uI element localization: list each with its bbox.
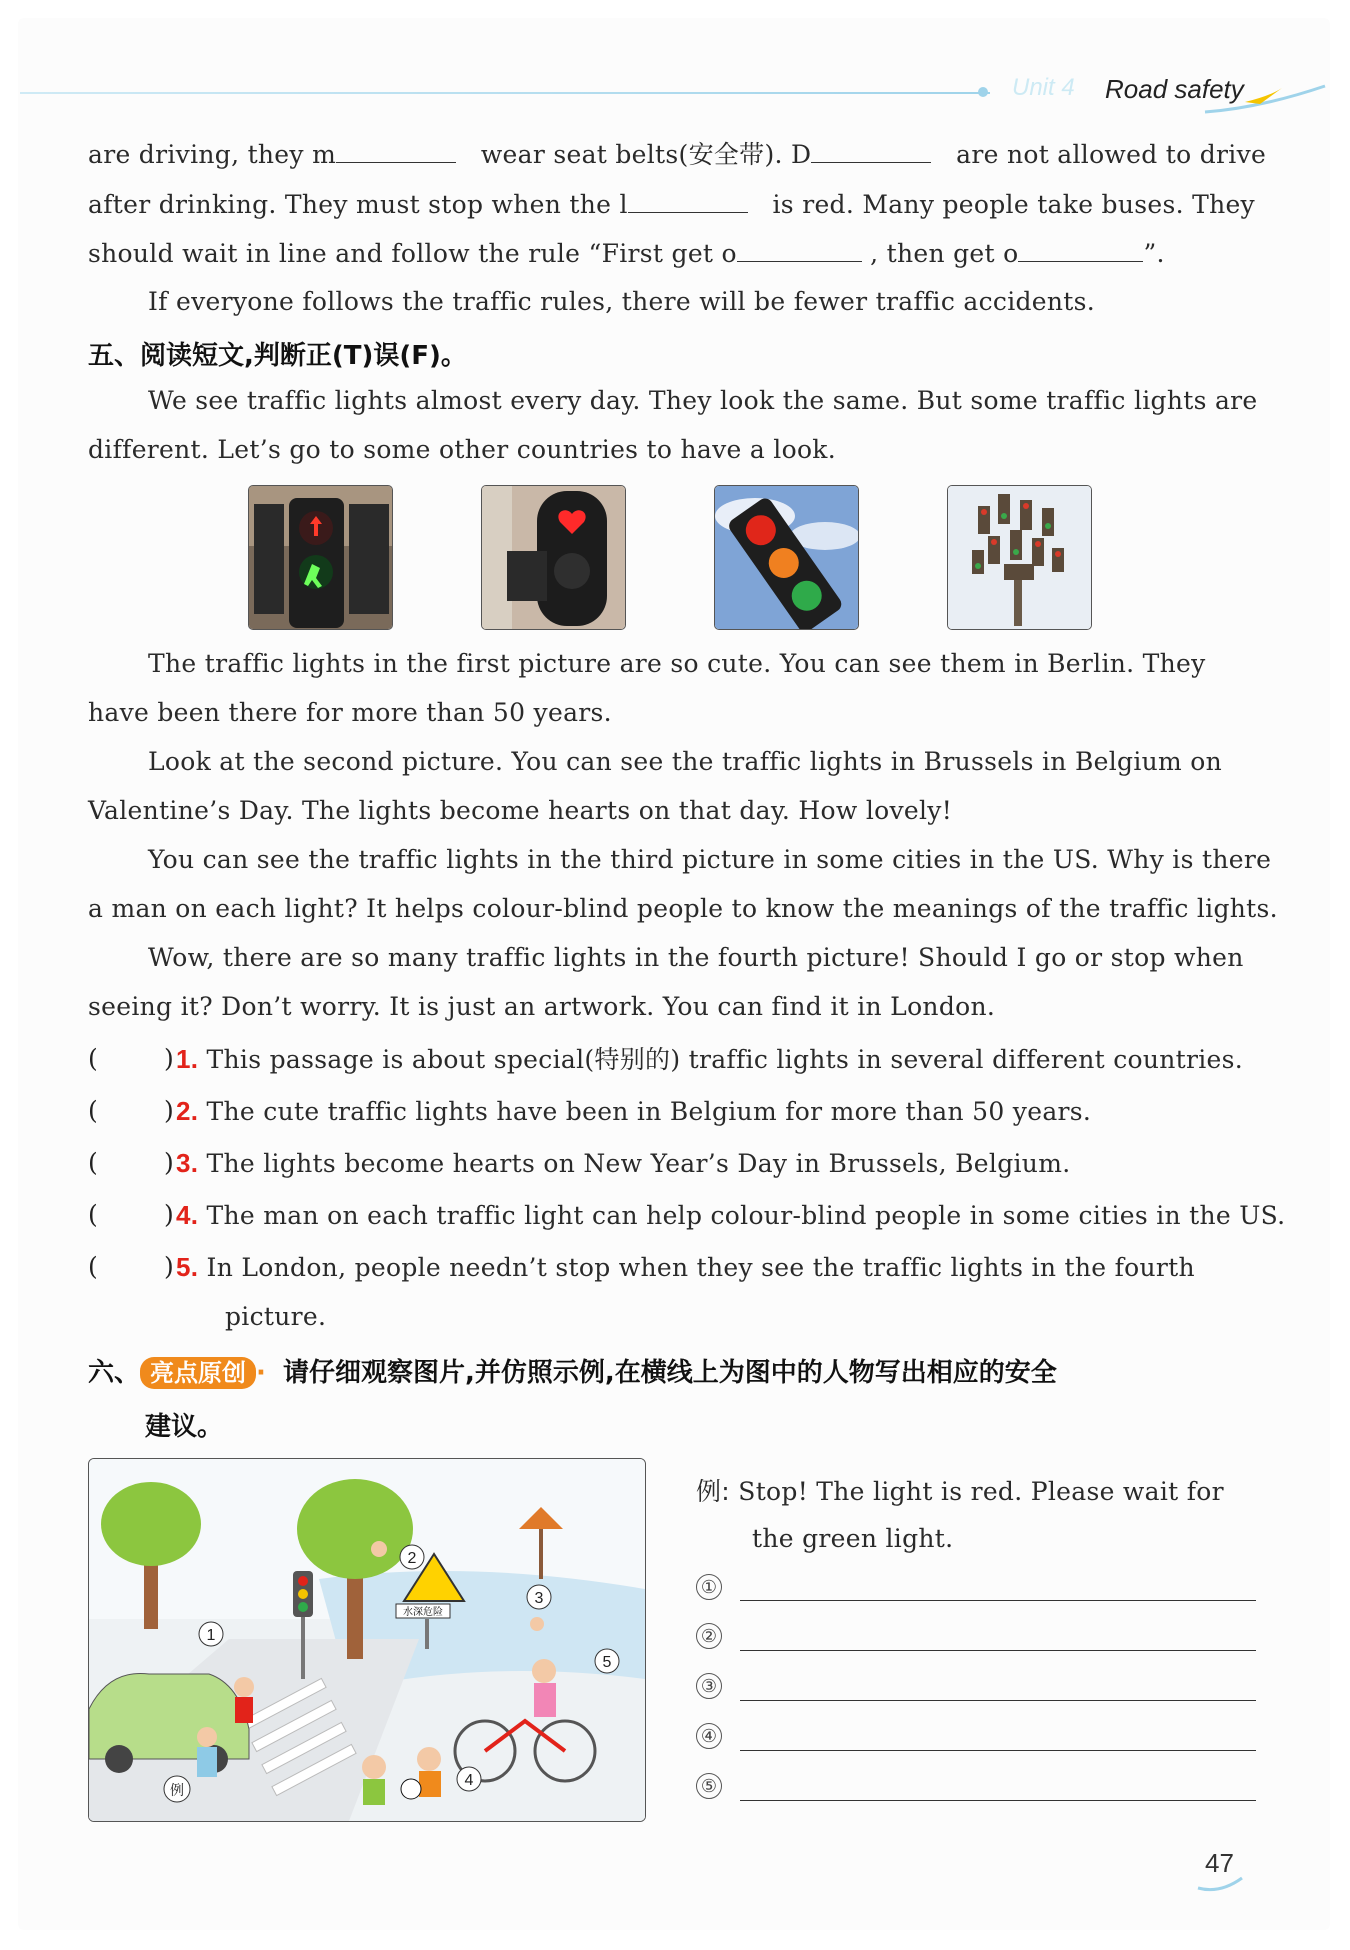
paragraph-1-line-1: The traffic lights in the first picture are so cute. You can see them in Berlin. They bbox=[148, 649, 1206, 678]
text-fragment: ”. bbox=[1143, 239, 1165, 268]
answer-line-1[interactable] bbox=[740, 1600, 1256, 1601]
answer-paren-open[interactable]: ( bbox=[88, 1096, 98, 1125]
question-text-continued: picture. bbox=[225, 1302, 327, 1331]
badge-dot-icon: · bbox=[256, 1358, 266, 1388]
header-title: Road safety bbox=[1105, 74, 1244, 104]
scene-example-label: 例 bbox=[170, 1782, 184, 1798]
section6-heading-cont: 建议。 bbox=[145, 1412, 224, 1442]
paragraph-2-line-2: Valentine’s Day. The lights become hearts on that day. How lovely! bbox=[88, 796, 953, 825]
question-number: 1. bbox=[176, 1044, 199, 1074]
text-fragment: is red. Many people take buses. They bbox=[772, 190, 1255, 219]
section6-prefix: 六、 bbox=[88, 1358, 141, 1388]
warning-sign-text: 水深危险 bbox=[403, 1607, 443, 1618]
header-swoosh-icon bbox=[1200, 82, 1330, 122]
example-line-2: the green light. bbox=[752, 1524, 954, 1553]
question-text bbox=[176, 1096, 1091, 1127]
question-label: The lights become hearts on New Year’s Day in Brussels, Belgium. bbox=[206, 1149, 1071, 1178]
section5-heading: 五、阅读短文,判断正(T)误(F)。 bbox=[88, 341, 467, 371]
scene-number-1: 1 bbox=[206, 1627, 216, 1644]
answer-line-3[interactable] bbox=[740, 1700, 1256, 1701]
question-number: 4. bbox=[176, 1200, 199, 1230]
text-fragment: wear seat belts(安全带). D bbox=[480, 140, 812, 169]
passage-line-1 bbox=[88, 138, 1267, 170]
answer-line-4[interactable] bbox=[740, 1750, 1256, 1751]
paragraph-1-line-2: have been there for more than 50 years. bbox=[88, 698, 612, 727]
example-label: 例: bbox=[696, 1477, 731, 1506]
answer-paren-close: ) bbox=[164, 1148, 174, 1177]
answer-mark-5: ⑤ bbox=[696, 1773, 722, 1799]
question-label: The man on each traffic light can help colour-blind people in some cities in the US. bbox=[206, 1201, 1286, 1230]
section6-instruction: 请仔细观察图片,并仿照示例,在横线上为图中的人物写出相应的安全 bbox=[282, 1358, 1057, 1388]
answer-paren-open[interactable]: ( bbox=[88, 1044, 98, 1073]
paragraph-2-line-1: Look at the second picture. You can see the traffic lights in Brussels in Belgium on bbox=[148, 747, 1223, 776]
header-rule bbox=[20, 92, 990, 94]
question-label: In London, people needn’t stop when they see the traffic lights in the fourth bbox=[206, 1253, 1195, 1282]
scene-number-2: 2 bbox=[407, 1550, 417, 1567]
original-badge: 亮点原创 bbox=[140, 1357, 256, 1389]
question-text bbox=[176, 1252, 1195, 1283]
header-dot bbox=[978, 87, 988, 97]
passage-line-2 bbox=[88, 188, 1255, 220]
paragraph-3-line-1: You can see the traffic lights in the third picture in some cities in the US. Why is there bbox=[148, 845, 1272, 874]
question-number: 5. bbox=[176, 1252, 199, 1282]
blank-o2[interactable] bbox=[1018, 237, 1143, 262]
answer-mark-4: ④ bbox=[696, 1723, 722, 1749]
answer-line-5[interactable] bbox=[740, 1800, 1256, 1801]
scene-number-3: 3 bbox=[534, 1590, 544, 1607]
question-label: This passage is about special(特别的) traffic lights in several different countries. bbox=[206, 1045, 1244, 1074]
page-number: 47 bbox=[1205, 1848, 1234, 1878]
answer-paren-open[interactable]: ( bbox=[88, 1252, 98, 1281]
question-number: 3. bbox=[176, 1148, 199, 1178]
header-unit: Unit 4 bbox=[1012, 74, 1075, 101]
question-text bbox=[176, 1200, 1285, 1231]
answer-mark-2: ② bbox=[696, 1623, 722, 1649]
page-number-swoosh-icon bbox=[1196, 1874, 1244, 1894]
photo-brussels-heart-lights bbox=[481, 485, 626, 630]
passage-line-3 bbox=[88, 237, 1165, 269]
example-line-1 bbox=[696, 1477, 1224, 1507]
blank-d[interactable] bbox=[811, 138, 931, 163]
paragraph-4-line-1: Wow, there are so many traffic lights in the fourth picture! Should I go or stop when bbox=[148, 943, 1244, 972]
answer-paren-close: ) bbox=[164, 1200, 174, 1229]
text-fragment: are not allowed to drive bbox=[956, 140, 1267, 169]
section5-intro-2: different. Let’s go to some other countries to have a look. bbox=[88, 435, 836, 464]
photo-london-artwork bbox=[947, 485, 1092, 630]
answer-mark-3: ③ bbox=[696, 1673, 722, 1699]
question-label: The cute traffic lights have been in Belgium for more than 50 years. bbox=[206, 1097, 1092, 1126]
answer-paren-close: ) bbox=[164, 1096, 174, 1125]
answer-paren-open[interactable]: ( bbox=[88, 1148, 98, 1177]
passage-line-4: If everyone follows the traffic rules, there will be fewer traffic accidents. bbox=[148, 287, 1096, 316]
question-text bbox=[176, 1148, 1070, 1179]
section6-heading bbox=[88, 1352, 1057, 1389]
scene-number-4: 4 bbox=[464, 1772, 474, 1789]
text-fragment: should wait in line and follow the rule “First get o bbox=[88, 239, 737, 268]
answer-paren-close: ) bbox=[164, 1252, 174, 1281]
text-fragment: , then get o bbox=[870, 239, 1019, 268]
text-fragment: are driving, they m bbox=[88, 140, 337, 169]
answer-paren-close: ) bbox=[164, 1044, 174, 1073]
example-text: Stop! The light is red. Please wait for bbox=[738, 1477, 1224, 1506]
text-fragment: after drinking. They must stop when the l bbox=[88, 190, 628, 219]
photo-berlin-lights bbox=[248, 485, 393, 630]
question-number: 2. bbox=[176, 1096, 199, 1126]
answer-paren-open[interactable]: ( bbox=[88, 1200, 98, 1229]
blank-l[interactable] bbox=[628, 188, 748, 213]
section5-intro-1: We see traffic lights almost every day. They look the same. But some traffic lights are bbox=[148, 386, 1258, 415]
answer-line-2[interactable] bbox=[740, 1650, 1256, 1651]
question-text bbox=[176, 1044, 1243, 1075]
paragraph-3-line-2: a man on each light? It helps colour-blind people to know the meanings of the traffic lights. bbox=[88, 894, 1278, 923]
blank-o1[interactable] bbox=[737, 237, 862, 262]
photo-us-lights bbox=[714, 485, 859, 630]
blank-m[interactable] bbox=[336, 138, 456, 163]
scene-number-5: 5 bbox=[602, 1654, 612, 1671]
street-scene-illustration bbox=[88, 1458, 646, 1822]
paragraph-4-line-2: seeing it? Don’t worry. It is just an artwork. You can find it in London. bbox=[88, 992, 996, 1021]
answer-mark-1: ① bbox=[696, 1574, 722, 1600]
